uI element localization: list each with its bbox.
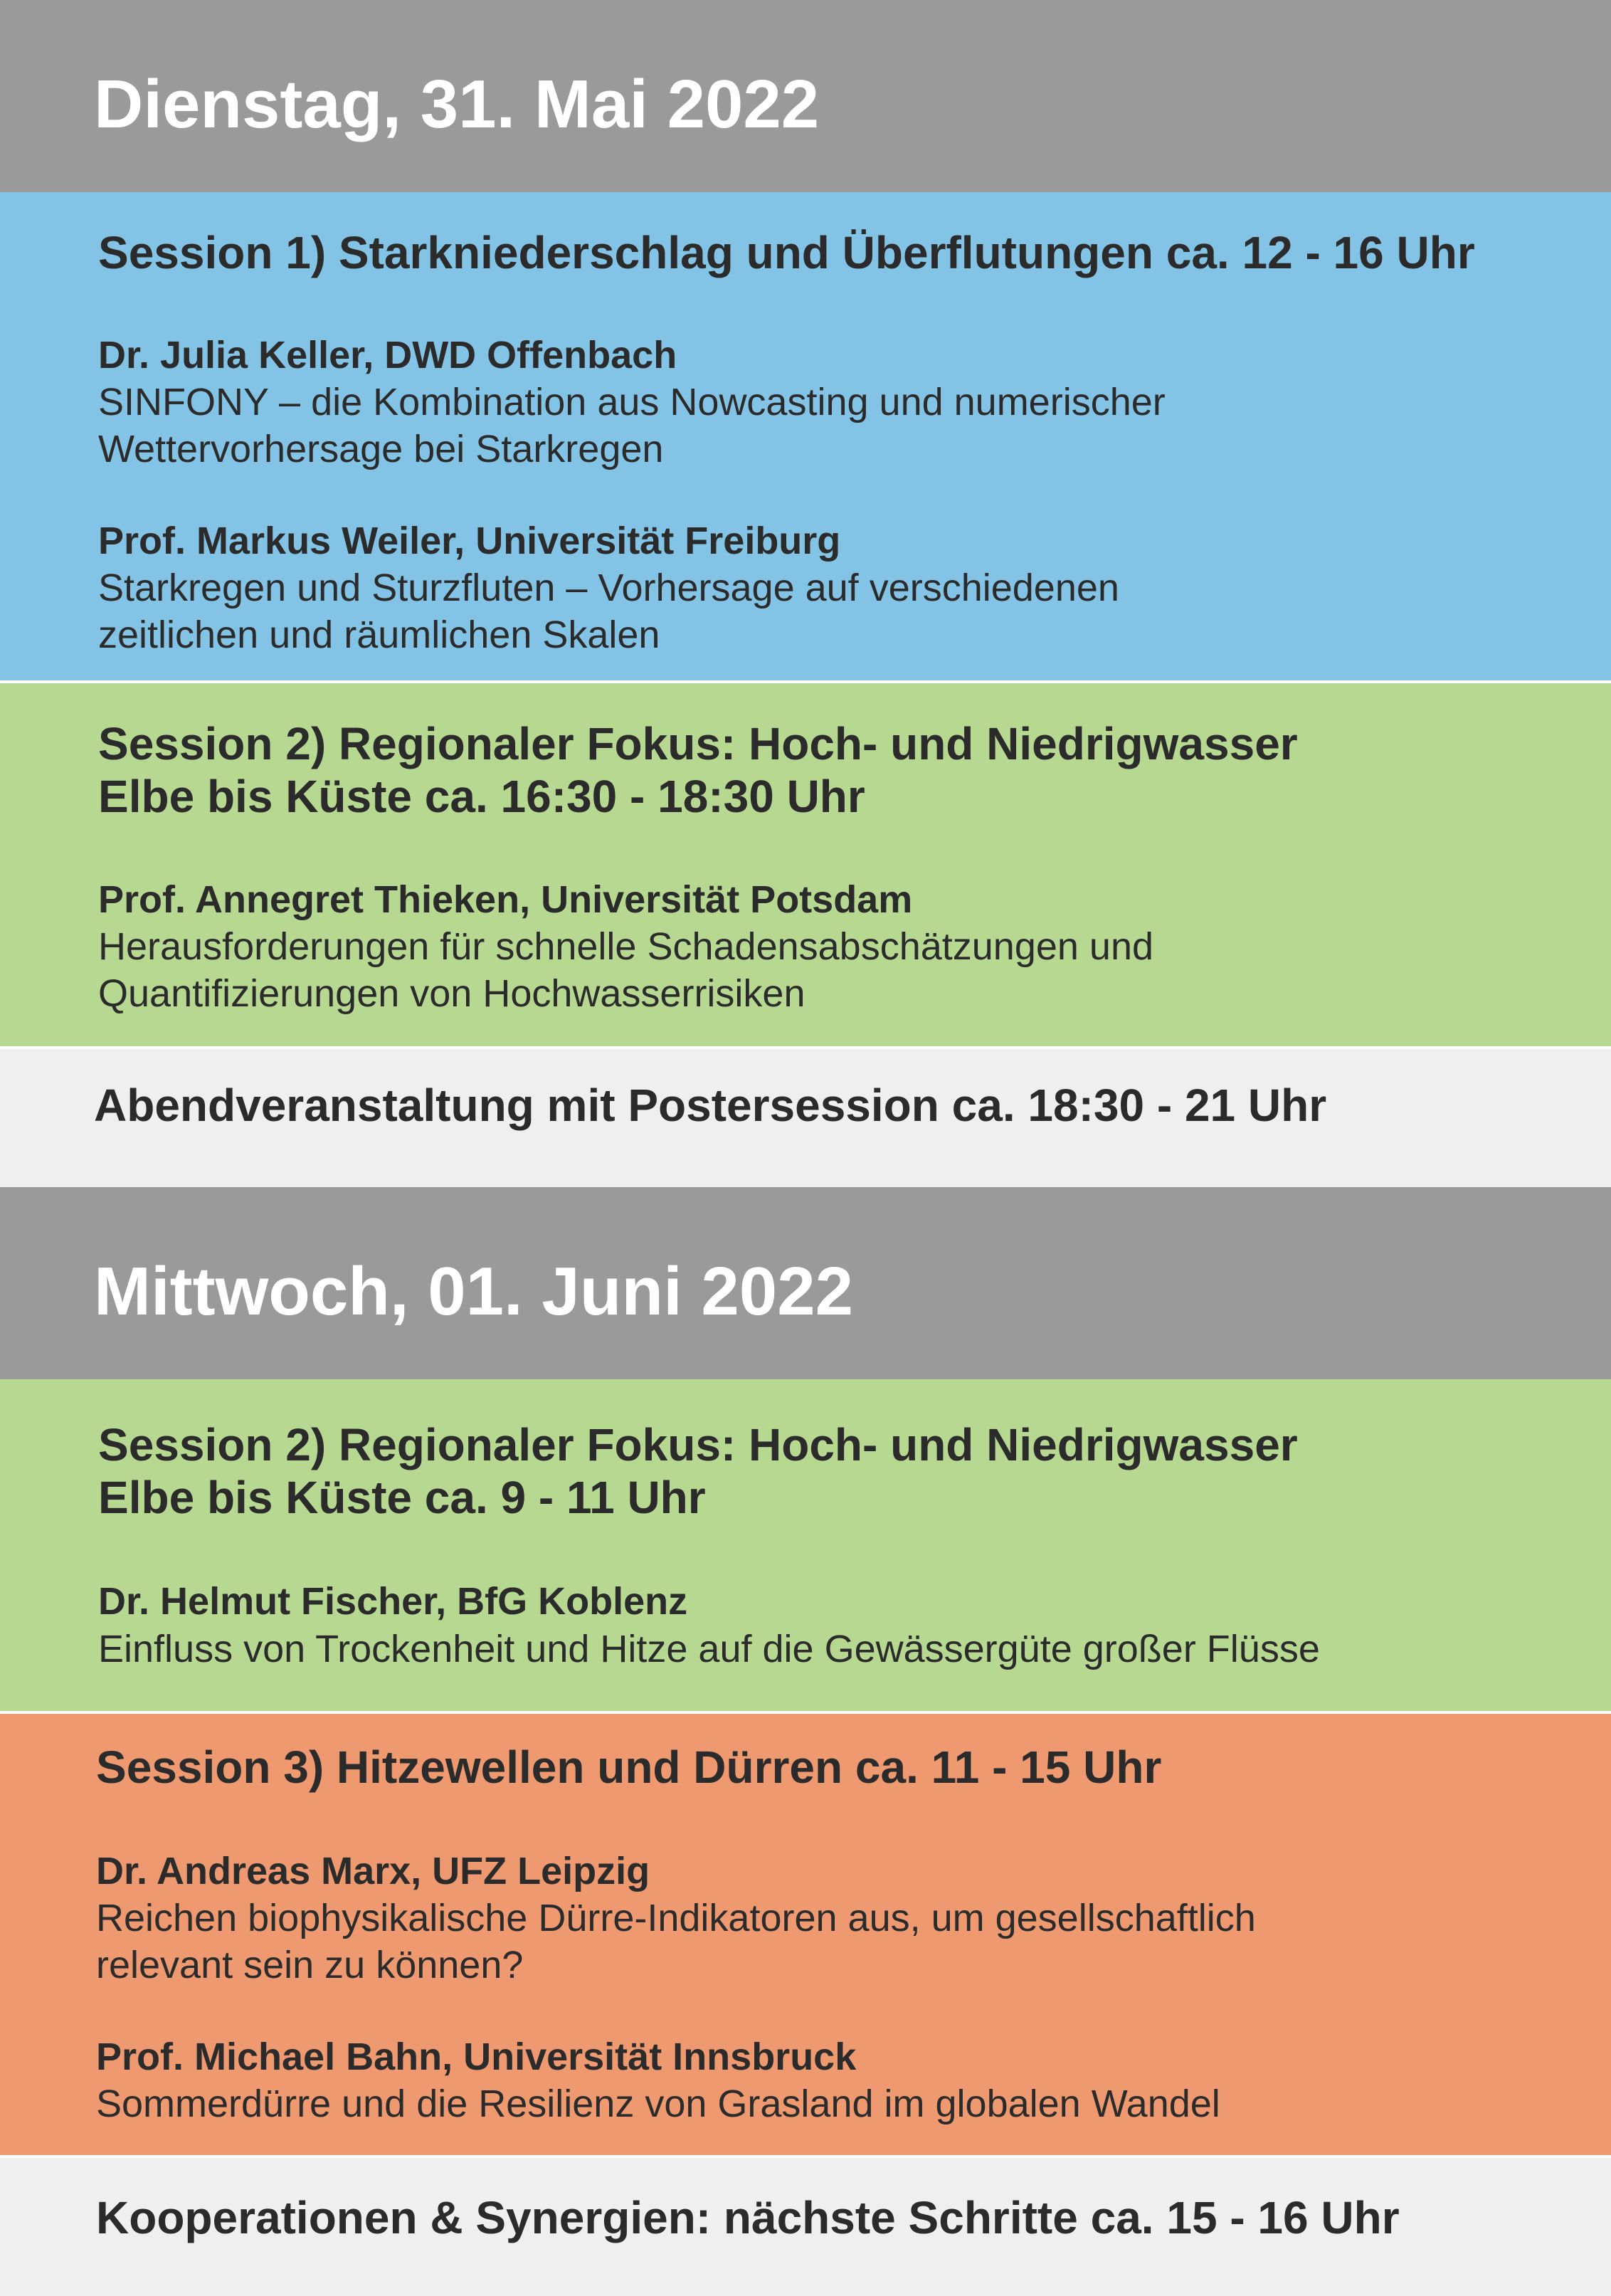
day2-session3-talk1-speaker: Dr. Andreas Marx, UFZ Leipzig: [96, 1850, 650, 1892]
day1-session1-talk1-line1: SINFONY – die Kombination aus Nowcasting und numerischer: [98, 381, 1166, 423]
day1-session1-talk2-line2: zeitlichen und räumlichen Skalen: [98, 614, 660, 656]
day1-session1-talk1-speaker: Dr. Julia Keller, DWD Offenbach: [98, 334, 677, 376]
day2-session2-title-line1: Session 2) Regionaler Fokus: Hoch- und Niedrigwasser: [98, 1419, 1298, 1470]
day2-session3-talk1-line1: Reichen biophysikalische Dürre-Indikatoren aus, um gesellschaftlich: [96, 1897, 1256, 1939]
day2-session3-talk2-line1: Sommerdürre und die Resilienz von Grasland im globalen Wandel: [96, 2082, 1220, 2125]
day1-session1-talk1-line2: Wettervorhersage bei Starkregen: [98, 428, 664, 470]
day1-session2-title-line2: Elbe bis Küste ca. 16:30 - 18:30 Uhr: [98, 771, 865, 822]
divider: [0, 1046, 1611, 1049]
day1-session1-talk2-speaker: Prof. Markus Weiler, Universität Freiburg: [98, 520, 841, 562]
divider: [0, 1711, 1611, 1714]
day1-heading: Dienstag, 31. Mai 2022: [94, 66, 820, 142]
day2-session3-talk2-speaker: Prof. Michael Bahn, Universität Innsbruck: [96, 2036, 857, 2078]
day1-session1-title: Session 1) Starkniederschlag und Überflutungen ca. 12 - 16 Uhr: [98, 227, 1475, 278]
day2-session2-talk1-line1: Einfluss von Trockenheit und Hitze auf die Gewässergüte großer Flüsse: [98, 1628, 1320, 1670]
day1-evening-title: Abendveranstaltung mit Postersession ca. 18:30 - 21 Uhr: [94, 1080, 1327, 1131]
day2-heading: Mittwoch, 01. Juni 2022: [94, 1253, 853, 1329]
day2-header: [0, 1187, 1611, 1379]
day1-header: [0, 0, 1611, 192]
day2-session3-talk1-line2: relevant sein zu können?: [96, 1944, 524, 1986]
day1-session2-talk1-speaker: Prof. Annegret Thieken, Universität Potsdam: [98, 878, 913, 921]
divider: [0, 2155, 1611, 2158]
day1-session2-talk1-line2: Quantifizierungen von Hochwasserrisiken: [98, 972, 805, 1015]
day2-session2-talk1-speaker: Dr. Helmut Fischer, BfG Koblenz: [98, 1580, 688, 1623]
divider: [0, 680, 1611, 683]
day2-session3-title: Session 3) Hitzewellen und Dürren ca. 11 - 15 Uhr: [96, 1742, 1162, 1793]
day1-session2-talk1-line1: Herausforderungen für schnelle Schadensabschätzungen und: [98, 925, 1154, 968]
day1-session1-talk2-line1: Starkregen und Sturzfluten – Vorhersage auf verschiedenen: [98, 567, 1119, 609]
day2-session2-title-line2: Elbe bis Küste ca. 9 - 11 Uhr: [98, 1472, 706, 1523]
day1-session2-title-line1: Session 2) Regionaler Fokus: Hoch- und Niedrigwasser: [98, 718, 1298, 769]
day2-closing-title: Kooperationen & Synergien: nächste Schritte ca. 15 - 16 Uhr: [96, 2192, 1400, 2243]
